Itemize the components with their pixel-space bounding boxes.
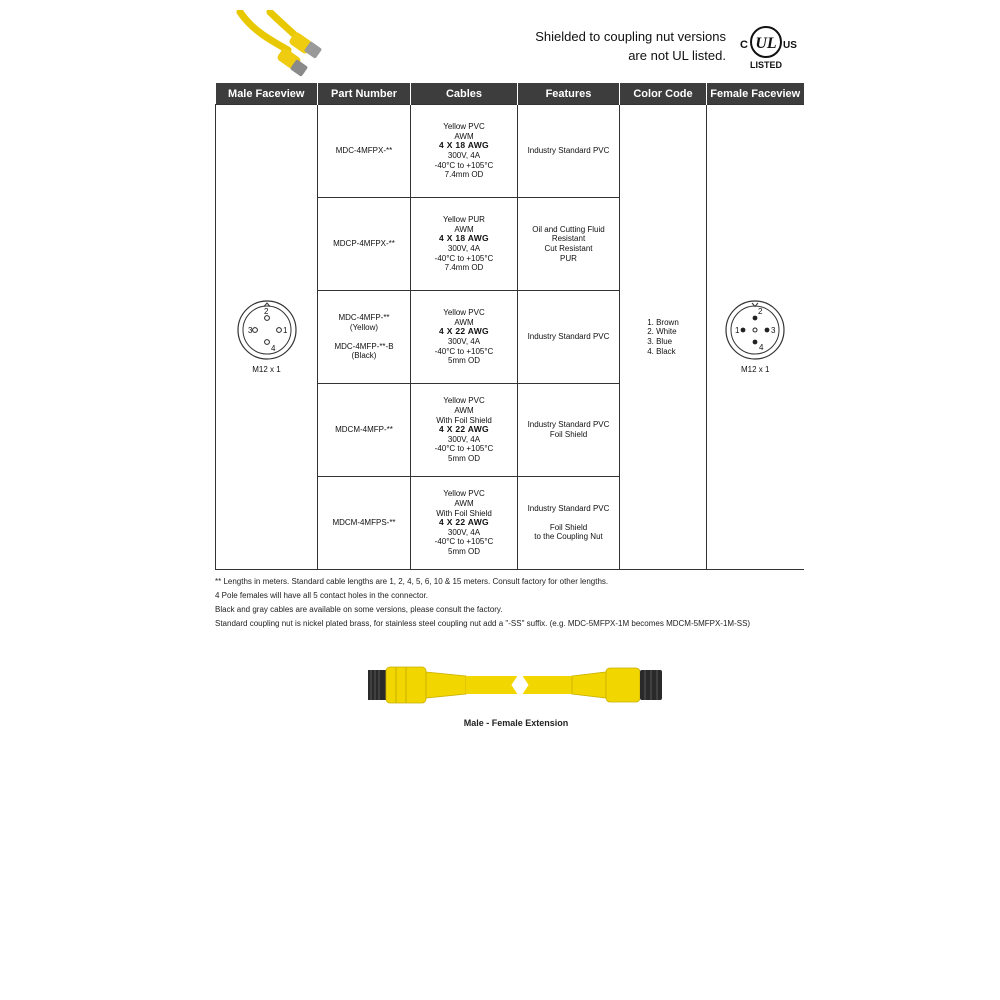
male-faceview-cell <box>216 105 318 570</box>
cables-cell <box>411 384 518 477</box>
part-number-cell <box>318 384 411 477</box>
table-row <box>216 105 804 198</box>
female-pin-label: 1 <box>735 326 740 336</box>
part-number-variant: (Black) <box>351 351 377 361</box>
features-cell <box>518 291 620 384</box>
female-face-label: M12 x 1 <box>741 365 770 375</box>
cable-line: 300V, 4A <box>447 151 481 160</box>
ul-logo-c: C <box>740 39 748 51</box>
footnote: 4 Pole females will have all 5 contact holes in the connector. <box>215 591 429 600</box>
color-code-line: 1. Brown <box>647 317 679 327</box>
cable-gauge: 4 X 22 AWG <box>439 517 489 528</box>
cable-line: 300V, 4A <box>447 337 481 346</box>
cable-line: AWM <box>454 499 474 509</box>
cable-line: AWM <box>454 317 474 327</box>
cable-line: Yellow PUR <box>443 215 485 225</box>
female-pin-label: 4 <box>759 343 764 353</box>
male-pin-label: 4 <box>270 344 275 354</box>
cable-line: -40°C to +105°C <box>434 346 494 356</box>
female-faceview-diagram <box>724 299 786 361</box>
footnote: Standard coupling nut is nickel plated brass, for stainless steel coupling nut add a "-SS" suffix. (e.g. MDC-5MFPX-1M becomes MDCM-5MFPX-1M-SS) <box>215 619 751 628</box>
color-code-line: 4. Black <box>647 346 676 356</box>
cable-line: 300V, 4A <box>447 434 481 444</box>
cable-gauge: 4 X 18 AWG <box>439 233 489 244</box>
features-cell <box>518 198 620 291</box>
color-code-line: 3. Blue <box>647 337 673 346</box>
female-faceview-cell <box>707 105 804 570</box>
col-header-part-number: Part Number <box>318 83 411 105</box>
cable-line: AWM <box>454 224 474 234</box>
feature-line: Industry Standard PVC <box>527 420 610 430</box>
feature-line: Cut Resistant <box>544 244 593 253</box>
cable-line: 7.4mm OD <box>444 170 484 180</box>
ul-note-line1: Shielded to coupling nut versions <box>535 29 726 44</box>
table-header-row <box>216 83 804 105</box>
part-number: MDCM-4MFP-** <box>335 425 393 435</box>
col-header-female-faceview: Female Faceview <box>707 83 804 105</box>
feature-line: PUR <box>560 253 577 263</box>
cable-gauge: 4 X 22 AWG <box>439 424 489 435</box>
col-header-features: Features <box>518 83 620 105</box>
cable-line: 7.4mm OD <box>444 263 484 273</box>
extension-cable-image <box>366 660 666 710</box>
cable-line: 5mm OD <box>448 546 480 556</box>
part-number-cell <box>318 477 411 570</box>
cable-line: With Foil Shield <box>436 415 492 425</box>
part-number: MDC-4MFP-**-B <box>334 341 394 351</box>
male-faceview-diagram <box>236 299 298 361</box>
cable-line: Yellow PVC <box>443 489 485 499</box>
feature-line: Foil Shield <box>549 522 588 532</box>
cables-cell <box>411 198 518 291</box>
feature-line: Industry Standard PVC <box>527 504 610 514</box>
cable-line: 300V, 4A <box>447 527 481 537</box>
cables-cell <box>411 105 518 198</box>
cable-line: 300V, 4A <box>447 244 481 253</box>
male-pin-label: 3 <box>247 326 252 336</box>
feature-line: to the Coupling Nut <box>534 532 603 542</box>
feature-line: Industry Standard PVC <box>527 332 610 342</box>
footnotes <box>215 575 855 631</box>
part-number: MDCP-4MFPX-** <box>333 239 395 249</box>
female-pin-label: 2 <box>758 307 763 317</box>
cables-cell <box>411 477 518 570</box>
cable-line: AWM <box>454 406 474 416</box>
cable-line: With Foil Shield <box>436 508 492 518</box>
part-number: MDCM-4MFPS-** <box>332 518 396 528</box>
ul-note-line2: are not UL listed. <box>628 48 726 63</box>
cable-line: -40°C to +105°C <box>434 253 494 263</box>
part-number-cell <box>318 291 411 384</box>
cable-gauge: 4 X 22 AWG <box>439 326 489 337</box>
ul-listed-logo <box>736 20 800 72</box>
spec-table <box>215 83 804 570</box>
part-number-cell <box>318 105 411 198</box>
color-code-cell <box>620 105 707 570</box>
male-pin-label: 1 <box>282 326 287 336</box>
part-number-variant: (Yellow) <box>349 322 379 332</box>
col-header-male-faceview: Male Faceview <box>216 83 318 105</box>
female-pin-label: 3 <box>771 326 776 336</box>
part-number: MDC-4MFPX-** <box>335 146 393 156</box>
feature-line: Resistant <box>551 234 586 244</box>
ul-logo-us: US <box>783 40 797 51</box>
ul-logo-listed: LISTED <box>749 60 783 70</box>
cable-line: -40°C to +105°C <box>434 537 494 547</box>
features-cell <box>518 105 620 198</box>
cable-line: Yellow PVC <box>443 122 485 132</box>
part-number-cell <box>318 198 411 291</box>
cable-line: -40°C to +105°C <box>434 444 494 454</box>
col-header-color-code: Color Code <box>620 83 707 105</box>
ul-logo-ul: UL <box>755 35 777 52</box>
male-face-label: M12 x 1 <box>252 365 281 375</box>
male-pin-label: 2 <box>263 307 268 317</box>
feature-line: Oil and Cutting Fluid <box>532 224 605 234</box>
color-code-line: 2. White <box>647 327 677 337</box>
cable-line: AWM <box>454 131 474 141</box>
cable-line: 5mm OD <box>448 453 480 463</box>
cable-line: Yellow PVC <box>443 396 485 406</box>
features-cell <box>518 477 620 570</box>
col-header-cables: Cables <box>411 83 518 105</box>
cables-cell <box>411 291 518 384</box>
feature-line: Industry Standard PVC <box>527 146 610 156</box>
ul-note <box>500 27 726 65</box>
cable-line: -40°C to +105°C <box>434 160 494 170</box>
cable-line: Yellow PVC <box>443 308 485 318</box>
footnote: Black and gray cables are available on some versions, please consult the factory. <box>215 605 503 614</box>
cable-product-image <box>230 10 330 85</box>
extension-caption: Male - Female Extension <box>463 718 569 728</box>
footnote: ** Lengths in meters. Standard cable lengths are 1, 2, 4, 5, 6, 10 & 15 meters. Consult factory for other lengths. <box>215 577 609 586</box>
feature-line: Foil Shield <box>549 430 588 439</box>
cable-line: 5mm OD <box>448 356 480 366</box>
features-cell <box>518 384 620 477</box>
cable-gauge: 4 X 18 AWG <box>439 140 489 151</box>
part-number: MDC-4MFP-** <box>338 313 390 323</box>
